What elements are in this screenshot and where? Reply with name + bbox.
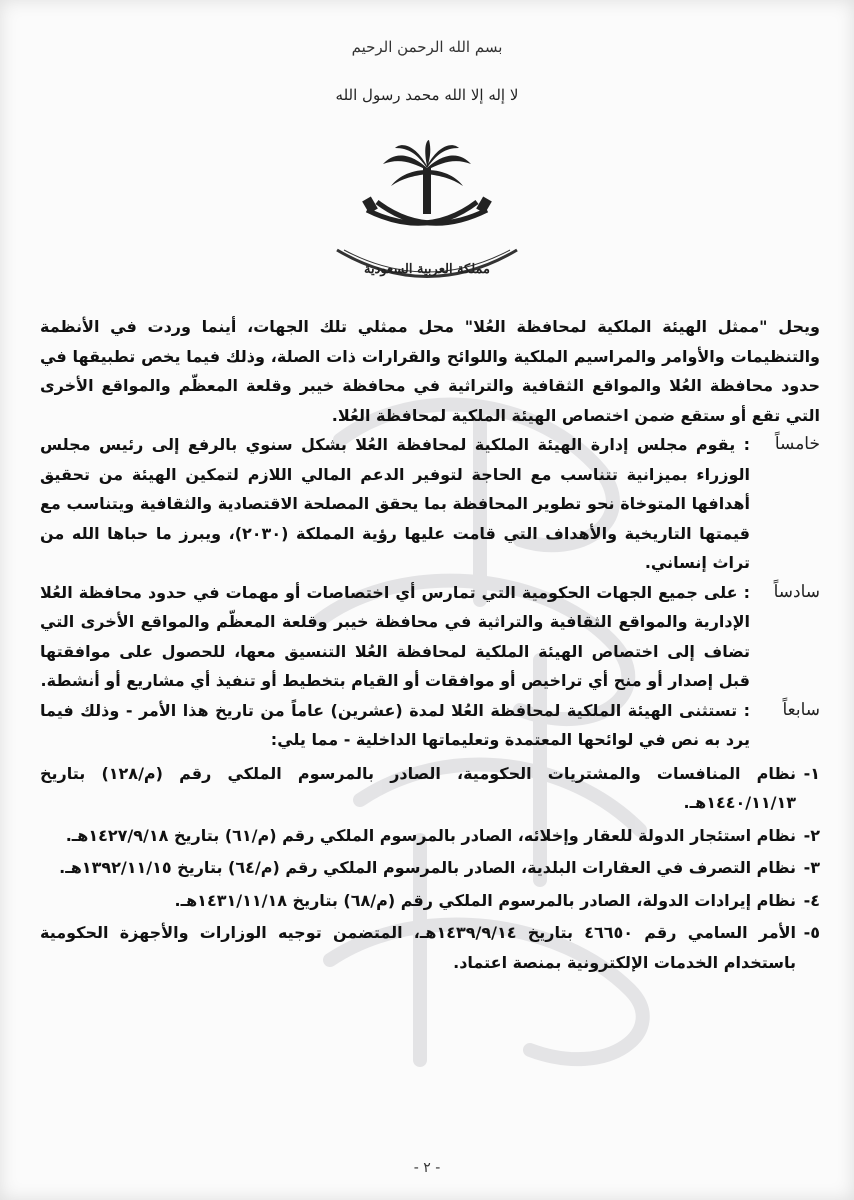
list-item bbox=[40, 886, 820, 916]
intro-paragraph: ويحل "ممثل الهيئة الملكية لمحافظة العُلا" محل ممثلي تلك الجهات، أينما وردت في الأنظمة والتنظيمات والأوامر والمراسيم الملكية واللوائح والقرارات ذات الصلة، وذلك فيما يخص تطبيقها في حدود محافظة العُلا والمواقع الثقافية والتراثية في محافظة خيبر وقلعة المعظّم والمواقع الأخرى التي تقع أو ستقع ضمن اختصاص الهيئة الملكية لمحافظة العُلا. bbox=[40, 317, 820, 425]
clause-label: سابعاً bbox=[782, 699, 820, 720]
list-item-number: ٤- bbox=[803, 890, 820, 910]
basmala-calligraphy: بسم الله الرحمن الرحيم bbox=[351, 38, 503, 56]
saudi-emblem-icon bbox=[337, 140, 517, 260]
clause-label: سادساً bbox=[773, 581, 820, 602]
list-item-text: نظام إيرادات الدولة، الصادر بالمرسوم الملكي رقم (م/٦٨) بتاريخ ١٤٣١/١١/١٨هـ. bbox=[174, 890, 796, 910]
clause-text: : على جميع الجهات الحكومية التي تمارس أي اختصاصات أو مهمات في حدود محافظة العُلا الإدارية والمواقع الثقافية والتراثية في محافظة خيبر وقلعة المعظّم والمواقع الأخرى التي تضاف إلى اختصاص الهيئة الملكية لمحافظة العُلا التنسيق معها، للحصول على موافقتها قبل إصدار أو منح أي تراخيص أو موافقات أو القيام بتخطيط أو تنفيذ أي مشاريع أو أنشطة. bbox=[40, 582, 750, 690]
clause-text: : تستثنى الهيئة الملكية لمحافظة العُلا لمدة (عشرين) عاماً من تاريخ هذا الأمر - وذلك فيما يرد به نص في لوائحها المعتمدة وتعليماتها الداخلية - مما يلي: bbox=[40, 700, 750, 749]
emblem-caption: مملكة العربية السعودية bbox=[0, 248, 854, 277]
clause-text: : يقوم مجلس إدارة الهيئة الملكية لمحافظة العُلا بشكل سنوي بالرفع إلى رئيس مجلس الوزراء بميزانية تتناسب مع الحاجة لتوفير الدعم المالي اللازم لتمكين الهيئة من تحقيق أهدافها المتوخاة نحو تطوير المحافظة بما يحقق المصلحة الاقتصادية والثقافية ويتناسب مع قيمتها التاريخية والأهداف التي قامت عليها رؤية المملكة (٢٠٣٠)، ويبرز ما حباها الله من تراث إنساني. bbox=[40, 435, 750, 572]
list-item-number: ٥- bbox=[803, 923, 820, 942]
list-item-number: ١- bbox=[803, 763, 820, 783]
clause-sixth bbox=[40, 578, 820, 696]
list-item-text: نظام التصرف في العقارات البلدية، الصادر بالمرسوم الملكي رقم (م/٦٤) بتاريخ ١٣٩٢/١١/١٥هـ. bbox=[59, 858, 796, 877]
page-number: - ٢ - bbox=[413, 1160, 441, 1176]
document-body bbox=[40, 312, 820, 977]
shahada-calligraphy: لا إله إلا الله محمد رسول الله bbox=[335, 86, 519, 104]
list-item-text: الأمر السامي رقم ٤٦٦٥٠ بتاريخ ١٤٣٩/٩/١٤هـ، المتضمن توجيه الوزارات والأجهزة الحكومية باستخدام الخدمات الإلكترونية بمنصة اعتماد. bbox=[40, 923, 797, 972]
list-item bbox=[40, 759, 820, 818]
list-item bbox=[40, 821, 820, 851]
list-item bbox=[40, 918, 820, 977]
list-item-number: ٣- bbox=[803, 858, 820, 877]
clause-label: خامساً bbox=[774, 434, 820, 454]
clause-fifth bbox=[40, 430, 820, 578]
clause-seventh bbox=[40, 696, 820, 755]
list-item bbox=[40, 853, 820, 883]
list-item-text: نظام استئجار الدولة للعقار وإخلائه، الصادر بالمرسوم الملكي رقم (م/٦١) بتاريخ ١٤٢٧/٩/١٨هـ. bbox=[65, 825, 796, 845]
list-item-number: ٢- bbox=[803, 825, 820, 845]
list-item-text: نظام المنافسات والمشتريات الحكومية، الصادر بالمرسوم الملكي رقم (م/١٢٨) بتاريخ ١٤٤٠/١١/١٣هـ. bbox=[40, 763, 796, 812]
exemption-list bbox=[40, 759, 820, 978]
